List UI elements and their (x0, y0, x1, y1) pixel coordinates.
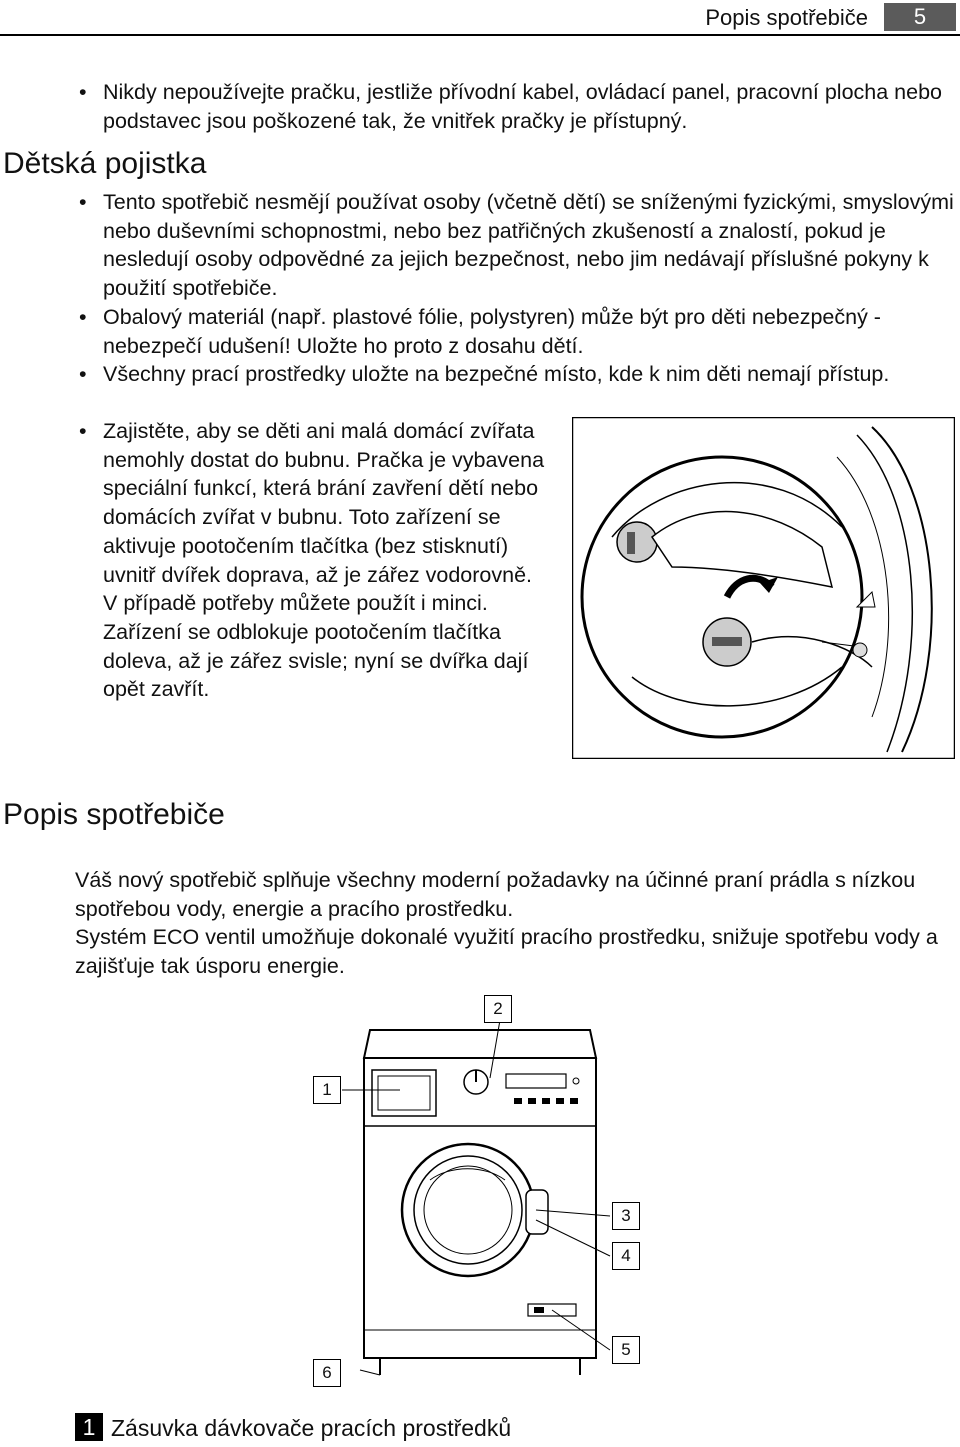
description-text (75, 866, 960, 981)
list-item: • Nikdy nepoužívejte pračku, jestliže přívodní kabel, ovládací panel, pracovní plocha nebo podstavec jsou poškozené tak, že vnitřek pračky je přístupný. (75, 78, 960, 135)
callout-1: 1 (313, 1076, 341, 1104)
legend-label: Zásuvka dávkovače pracích prostředků (111, 1415, 512, 1441)
callout-4: 4 (612, 1242, 640, 1270)
description-paragraph: Váš nový spotřebič splňuje všechny moderní požadavky na účinné praní prádla s nízkou spotřebou vody, energie a pracího prostředku. (75, 868, 916, 921)
list-item: • Obalový materiál (např. plastové fólie, polystyren) může být pro děti nebezpečný - nebezpečí udušení! Uložte ho proto z dosahu dětí. (75, 303, 960, 360)
header-rule (0, 34, 960, 36)
description-paragraph: Systém ECO ventil umožňuje dokonalé využití pracího prostředku, snižuje spotřebu vody a zajišťuje tak úsporu energie. (75, 925, 938, 979)
child-lock-text: Pračka je vybavena speciální funkcí, která brání zavření dětí nebo domácích zvířat v bubnu. Toto zařízení se aktivuje pootočením tlačítka (bez stisknutí) uvnitř dvířek doprava, až je zářez vodorovně. V případě potřeby můžete použít i minci. Zařízení se odblokuje pootočením tlačítka doleva, až je zářez svisle; nyní se dvířka dají opět zavřít. (103, 447, 545, 702)
child-lock-intro: Zajistěte, aby se děti ani malá domácí zvířata nemohly dostat do bubnu. (103, 419, 535, 472)
callout-2: 2 (484, 995, 512, 1023)
section-title-child-safety: Dětská pojistka (3, 147, 207, 180)
header-title: Popis spotřebiče (705, 5, 868, 30)
page-number: 5 (884, 3, 956, 31)
washing-machine-illustration (300, 990, 670, 1390)
callout-6: 6 (313, 1359, 341, 1387)
intro-bullet-list (75, 78, 960, 135)
callout-5: 5 (612, 1336, 640, 1364)
child-lock-bullet-list (75, 417, 545, 704)
section-title-description: Popis spotřebiče (3, 798, 225, 831)
legend-item (75, 1413, 511, 1443)
list-item (75, 417, 545, 704)
callout-3: 3 (612, 1202, 640, 1230)
child-lock-illustration (572, 417, 955, 759)
child-safety-bullet-list (75, 188, 960, 389)
legend-number: 1 (75, 1413, 103, 1441)
list-item: • Tento spotřebič nesmějí používat osoby (včetně dětí) se sníženými fyzickými, smyslovými nebo duševními schopnostmi, nebo bez patřičných zkušeností a znalostí, pokud je nesledují osoby odpovědné za jejich bezpečnost, nebo jim nedávají příslušné pokyny k použití spotřebiče. (75, 188, 960, 303)
list-item: • Všechny prací prostředky uložte na bezpečné místo, kde k nim děti nemají přístup. (75, 360, 960, 389)
page-header (0, 0, 960, 36)
